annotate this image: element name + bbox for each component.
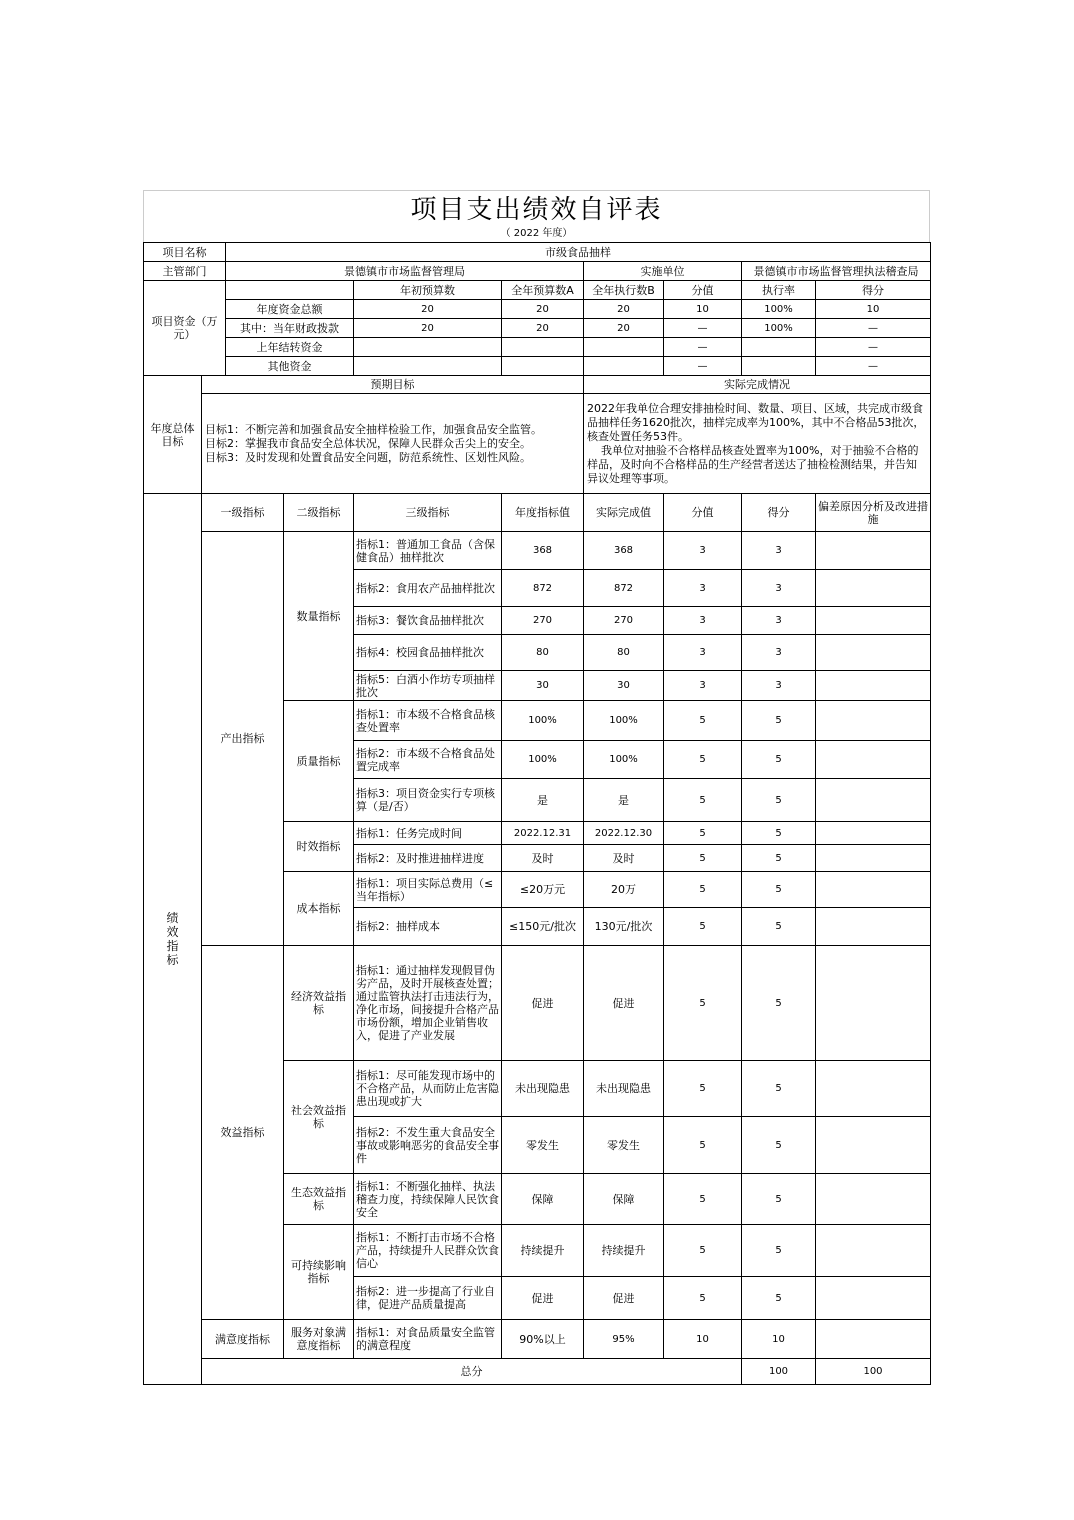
funds-header: 分值: [664, 281, 742, 300]
cost-indicator-label: 成本指标: [284, 872, 354, 946]
indicator-target: 872: [502, 570, 584, 607]
indicator-actual: 20万: [584, 872, 664, 908]
funds-cell: —: [816, 338, 931, 357]
indicator-name: 指标2：市本级不合格食品处置完成率: [354, 741, 502, 779]
indicator-score: 5: [742, 741, 816, 779]
indicators-header: 一级指标: [202, 494, 284, 532]
funds-row: [144, 300, 931, 319]
indicators-section-label: 绩效指标: [144, 494, 202, 1385]
social-indicator-label: 社会效益指标: [284, 1061, 354, 1174]
funds-cell: [354, 338, 502, 357]
indicator-name: 指标1：项目实际总费用（≤当年指标）: [354, 872, 502, 908]
funds-row-label: 其他资金: [226, 357, 354, 376]
indicator-actual: 30: [584, 671, 664, 701]
funds-cell: —: [816, 357, 931, 376]
funds-cell: [502, 338, 584, 357]
indicator-actual: 持续提升: [584, 1225, 664, 1277]
total-weight: 100: [742, 1359, 816, 1385]
indicator-name: 指标3：项目资金实行专项核算（是/否）: [354, 779, 502, 822]
actual-result: 我单位对抽验不合格样品核查处置率为100%，对于抽验不合格的样品，及时向不合格样品的生产经营者送达了抽检检测结果，并告知异议处理等事项。: [587, 443, 919, 485]
funds-cell: 20: [584, 300, 664, 319]
indicator-target: 100%: [502, 701, 584, 741]
indicator-actual: 130元/批次: [584, 908, 664, 946]
indicator-weight: 5: [664, 1117, 742, 1174]
funds-cell: 20: [584, 319, 664, 338]
indicator-weight: 10: [664, 1320, 742, 1359]
indicator-remark: [816, 1117, 931, 1174]
year-label: （ 2022 年度）: [143, 226, 930, 242]
indicator-target: ≤20万元: [502, 872, 584, 908]
output-indicator-label: 产出指标: [202, 532, 284, 946]
indicator-remark: [816, 872, 931, 908]
indicator-score: 5: [742, 946, 816, 1061]
indicator-target: 80: [502, 635, 584, 671]
indicator-score: 5: [742, 872, 816, 908]
actual-header: 实际完成情况: [584, 376, 931, 394]
funds-cell: [502, 357, 584, 376]
indicator-score: 10: [742, 1320, 816, 1359]
service-indicator-label: 服务对象满意度指标: [284, 1320, 354, 1359]
goals-row: [144, 394, 931, 494]
indicator-score: 3: [742, 635, 816, 671]
indicator-weight: 5: [664, 908, 742, 946]
funds-cell: [584, 357, 664, 376]
funds-header: 全年预算数A: [502, 281, 584, 300]
indicator-remark: [816, 607, 931, 635]
indicator-target: 90%以上: [502, 1320, 584, 1359]
funds-cell: 100%: [742, 319, 816, 338]
indicator-weight: 5: [664, 741, 742, 779]
funds-label: 项目资金（万元）: [144, 281, 226, 376]
indicators-header: 偏差原因分析及改进措施: [816, 494, 931, 532]
expected-goal: 目标2：掌握我市食品安全总体状况，保障人民群众舌尖上的安全。: [205, 436, 531, 450]
indicator-target: 是: [502, 779, 584, 822]
indicator-name: 指标1：市本级不合格食品核查处置率: [354, 701, 502, 741]
indicator-name: 指标2：不发生重大食品安全事故或影响恶劣的食品安全事件: [354, 1117, 502, 1174]
indicator-score: 3: [742, 570, 816, 607]
indicator-name: 指标4：校园食品抽样批次: [354, 635, 502, 671]
indicator-actual: 促进: [584, 1277, 664, 1320]
indicator-score: 3: [742, 671, 816, 701]
total-score: 100: [816, 1359, 931, 1385]
indicator-target: 368: [502, 532, 584, 570]
expected-header: 预期目标: [202, 376, 584, 394]
indicator-remark: [816, 946, 931, 1061]
indicator-weight: 5: [664, 872, 742, 908]
indicator-actual: 是: [584, 779, 664, 822]
funds-cell: —: [664, 319, 742, 338]
total-row: [144, 1359, 931, 1385]
indicator-actual: 未出现隐患: [584, 1061, 664, 1117]
expected-goals: [202, 394, 584, 494]
project-name-row: [144, 243, 931, 262]
funds-header: 全年执行数B: [584, 281, 664, 300]
funds-header: 年初预算数: [354, 281, 502, 300]
indicator-target: 促进: [502, 1277, 584, 1320]
funds-corner: [226, 281, 354, 300]
satisfaction-indicator-label: 满意度指标: [202, 1320, 284, 1359]
indicator-target: 270: [502, 607, 584, 635]
indicator-weight: 5: [664, 946, 742, 1061]
indicator-row: [144, 946, 931, 1061]
indicator-name: 指标3：餐饮食品抽样批次: [354, 607, 502, 635]
indicator-score: 5: [742, 822, 816, 845]
indicator-target: 30: [502, 671, 584, 701]
indicator-actual: 2022.12.30: [584, 822, 664, 845]
funds-header: 执行率: [742, 281, 816, 300]
indicators-header: 得分: [742, 494, 816, 532]
indicator-weight: 3: [664, 635, 742, 671]
indicator-target: 未出现隐患: [502, 1061, 584, 1117]
indicator-weight: 5: [664, 779, 742, 822]
indicator-remark: [816, 845, 931, 872]
indicator-remark: [816, 779, 931, 822]
indicator-actual: 100%: [584, 741, 664, 779]
indicator-actual: 368: [584, 532, 664, 570]
funds-cell: —: [664, 338, 742, 357]
indicators-header: 实际完成值: [584, 494, 664, 532]
dept-label: 主管部门: [144, 262, 226, 281]
indicator-target: 及时: [502, 845, 584, 872]
actual-result: 2022年我单位合理安排抽检时间、数量、项目、区域，共完成市级食品抽样任务1620批次，抽样完成率为100%，其中不合格品53批次，核查处置任务53件。: [587, 401, 925, 443]
funds-cell: 100%: [742, 300, 816, 319]
funds-row: [144, 338, 931, 357]
funds-cell: [742, 357, 816, 376]
impl-label: 实施单位: [584, 262, 742, 281]
indicator-score: 5: [742, 1117, 816, 1174]
indicator-remark: [816, 1277, 931, 1320]
indicator-weight: 5: [664, 1277, 742, 1320]
indicator-target: 100%: [502, 741, 584, 779]
indicator-target: 促进: [502, 946, 584, 1061]
funds-cell: [584, 338, 664, 357]
funds-cell: 20: [354, 300, 502, 319]
funds-cell: 20: [502, 300, 584, 319]
benefit-indicator-label: 效益指标: [202, 946, 284, 1320]
indicators-header: 三级指标: [354, 494, 502, 532]
indicator-actual: 270: [584, 607, 664, 635]
indicator-name: 指标1：通过抽样发现假冒伪劣产品，及时开展核查处置；通过监管执法打击违法行为，净化市场，间接提升合格产品市场份额，增加企业销售收入，促进了产业发展: [354, 946, 502, 1061]
indicator-score: 5: [742, 908, 816, 946]
indicator-score: 3: [742, 532, 816, 570]
funds-cell: 20: [354, 319, 502, 338]
indicator-score: 5: [742, 701, 816, 741]
sheet-title: 项目支出绩效自评表: [143, 190, 930, 226]
indicator-actual: 促进: [584, 946, 664, 1061]
indicator-target: ≤150元/批次: [502, 908, 584, 946]
indicator-name: 指标2：抽样成本: [354, 908, 502, 946]
indicator-name: 指标1：任务完成时间: [354, 822, 502, 845]
indicator-name: 指标1：不断强化抽样、执法稽查力度，持续保障人民饮食安全: [354, 1174, 502, 1225]
indicator-target: 保障: [502, 1174, 584, 1225]
indicator-score: 5: [742, 1225, 816, 1277]
indicator-name: 指标2：及时推进抽样进度: [354, 845, 502, 872]
indicator-actual: 80: [584, 635, 664, 671]
ecological-indicator-label: 生态效益指标: [284, 1174, 354, 1225]
quality-indicator-label: 质量指标: [284, 701, 354, 822]
expected-goal: 目标1：不断完善和加强食品安全抽样检验工作，加强食品安全监管。: [205, 422, 542, 436]
indicator-weight: 5: [664, 1061, 742, 1117]
indicator-remark: [816, 908, 931, 946]
funds-cell: 10: [816, 300, 931, 319]
funds-cell: [354, 357, 502, 376]
indicator-remark: [816, 532, 931, 570]
indicators-header-row: [144, 494, 931, 532]
indicator-target: 零发生: [502, 1117, 584, 1174]
quantity-indicator-label: 数量指标: [284, 532, 354, 701]
impl-value: 景德镇市市场监督管理执法稽查局: [742, 262, 931, 281]
total-label: 总分: [202, 1359, 742, 1385]
indicators-header: 分值: [664, 494, 742, 532]
funds-row-label: 年度资金总额: [226, 300, 354, 319]
economic-indicator-label: 经济效益指标: [284, 946, 354, 1061]
funds-cell: 20: [502, 319, 584, 338]
goals-label: 年度总体目标: [144, 376, 202, 494]
funds-header-row: [144, 281, 931, 300]
funds-cell: —: [664, 357, 742, 376]
indicator-remark: [816, 635, 931, 671]
funds-row: [144, 319, 931, 338]
funds-cell: —: [816, 319, 931, 338]
indicator-remark: [816, 570, 931, 607]
indicator-score: 5: [742, 779, 816, 822]
indicator-score: 5: [742, 1277, 816, 1320]
indicator-weight: 5: [664, 845, 742, 872]
indicator-score: 5: [742, 845, 816, 872]
funds-cell: [742, 338, 816, 357]
funds-row: [144, 357, 931, 376]
indicator-name: 指标1：普通加工食品（含保健食品）抽样批次: [354, 532, 502, 570]
indicator-row: [144, 1320, 931, 1359]
indicator-remark: [816, 1061, 931, 1117]
indicators-header: 年度指标值: [502, 494, 584, 532]
indicator-remark: [816, 822, 931, 845]
indicator-target: 持续提升: [502, 1225, 584, 1277]
indicator-remark: [816, 1320, 931, 1359]
dept-row: [144, 262, 931, 281]
indicator-score: 5: [742, 1061, 816, 1117]
indicator-target: 2022.12.31: [502, 822, 584, 845]
evaluation-table: [143, 242, 931, 1385]
indicator-actual: 保障: [584, 1174, 664, 1225]
indicator-weight: 5: [664, 1174, 742, 1225]
project-name-value: 市级食品抽样: [226, 243, 931, 262]
evaluation-sheet: [143, 190, 930, 1385]
indicator-actual: 及时: [584, 845, 664, 872]
indicator-name: 指标1：对食品质量安全监管的满意程度: [354, 1320, 502, 1359]
indicator-row: [144, 532, 931, 570]
expected-goal: 目标3：及时发现和处置食品安全问题，防范系统性、区划性风险。: [205, 450, 531, 464]
dept-value: 景德镇市市场监督管理局: [226, 262, 584, 281]
funds-cell: 10: [664, 300, 742, 319]
indicator-actual: 95%: [584, 1320, 664, 1359]
indicator-actual: 零发生: [584, 1117, 664, 1174]
indicators-header: 二级指标: [284, 494, 354, 532]
indicator-weight: 3: [664, 570, 742, 607]
indicator-name: 指标2：进一步提高了行业自律，促进产品质量提高: [354, 1277, 502, 1320]
indicator-name: 指标1：不断打击市场不合格产品，持续提升人民群众饮食信心: [354, 1225, 502, 1277]
actual-results: [584, 394, 931, 494]
indicator-actual: 872: [584, 570, 664, 607]
indicator-remark: [816, 741, 931, 779]
indicator-actual: 100%: [584, 701, 664, 741]
indicator-weight: 5: [664, 1225, 742, 1277]
project-name-label: 项目名称: [144, 243, 226, 262]
indicator-weight: 5: [664, 701, 742, 741]
indicator-name: 指标2：食用农产品抽样批次: [354, 570, 502, 607]
funds-row-label: 上年结转资金: [226, 338, 354, 357]
indicator-name: 指标5：白酒小作坊专项抽样批次: [354, 671, 502, 701]
indicator-score: 3: [742, 607, 816, 635]
indicator-remark: [816, 1174, 931, 1225]
sustainable-indicator-label: 可持续影响指标: [284, 1225, 354, 1320]
funds-row-label: 其中：当年财政拨款: [226, 319, 354, 338]
indicator-weight: 3: [664, 532, 742, 570]
indicator-remark: [816, 671, 931, 701]
indicator-name: 指标1：尽可能发现市场中的不合格产品，从而防止危害隐患出现或扩大: [354, 1061, 502, 1117]
indicator-weight: 5: [664, 822, 742, 845]
funds-header: 得分: [816, 281, 931, 300]
timeliness-indicator-label: 时效指标: [284, 822, 354, 872]
indicator-weight: 3: [664, 607, 742, 635]
goals-header-row: [144, 376, 931, 394]
indicator-weight: 3: [664, 671, 742, 701]
indicator-remark: [816, 1225, 931, 1277]
indicator-score: 5: [742, 1174, 816, 1225]
indicator-remark: [816, 701, 931, 741]
